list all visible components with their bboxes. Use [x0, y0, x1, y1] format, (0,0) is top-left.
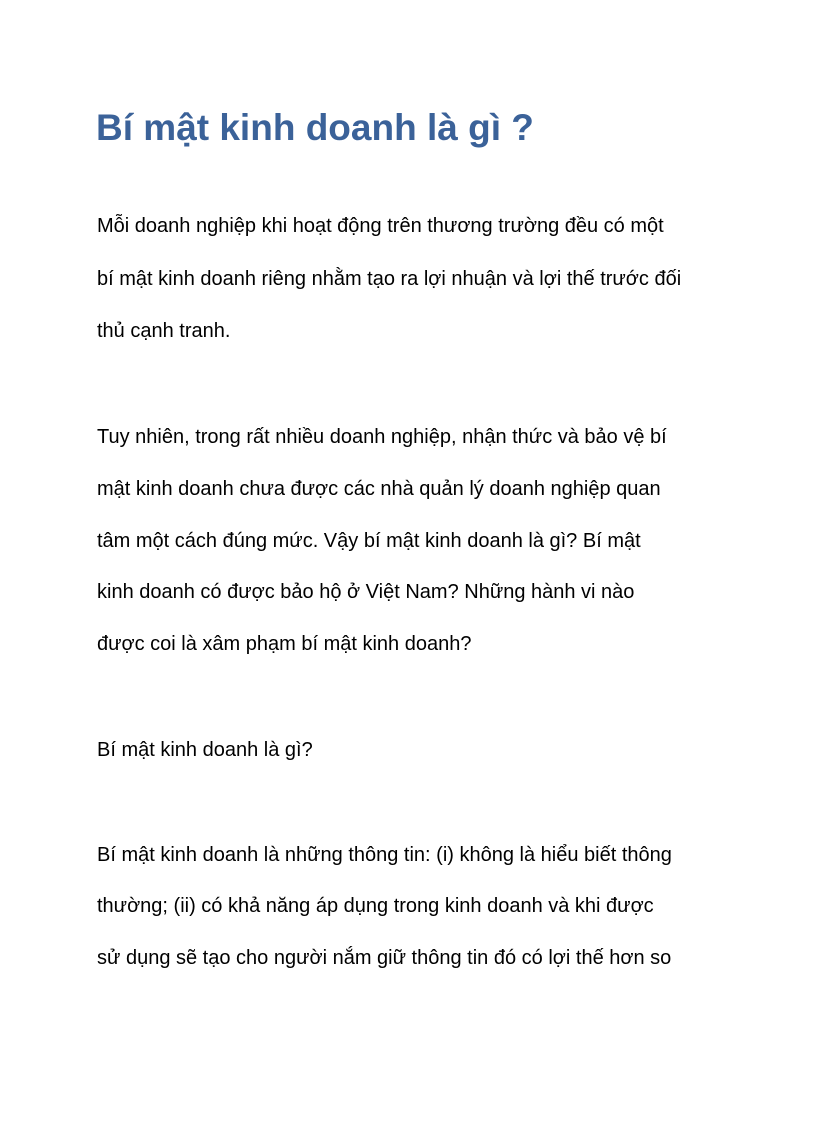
paragraph-1-line-1: Mỗi doanh nghiệp khi hoạt động trên thương trường đều có một — [97, 215, 664, 237]
paragraph-1-line-3: thủ cạnh tranh. — [97, 320, 231, 342]
paragraph-2-line-4: kinh doanh có được bảo hộ ở Việt Nam? Những hành vi nào — [97, 581, 635, 603]
paragraph-3-line-3: sử dụng sẽ tạo cho người nắm giữ thông tin đó có lợi thế hơn so — [97, 947, 672, 969]
paragraph-3-line-1: Bí mật kinh doanh là những thông tin: (i) không là hiểu biết thông — [97, 844, 672, 866]
paragraph-3-line-2: thường; (ii) có khả năng áp dụng trong kinh doanh và khi được — [97, 895, 654, 917]
paragraph-2-line-5: được coi là xâm phạm bí mật kinh doanh? — [97, 633, 472, 655]
paragraph-1-line-2: bí mật kinh doanh riêng nhằm tạo ra lợi nhuận và lợi thế trước đối — [97, 268, 682, 290]
paragraph-2-line-2: mật kinh doanh chưa được các nhà quản lý doanh nghiệp quan — [97, 478, 661, 500]
page-title: Bí mật kinh doanh là gì ? — [96, 107, 534, 148]
paragraph-2-line-1: Tuy nhiên, trong rất nhiều doanh nghiệp, nhận thức và bảo vệ bí — [97, 426, 667, 448]
section-heading: Bí mật kinh doanh là gì? — [97, 739, 313, 761]
paragraph-2-line-3: tâm một cách đúng mức. Vậy bí mật kinh doanh là gì? Bí mật — [97, 530, 641, 552]
